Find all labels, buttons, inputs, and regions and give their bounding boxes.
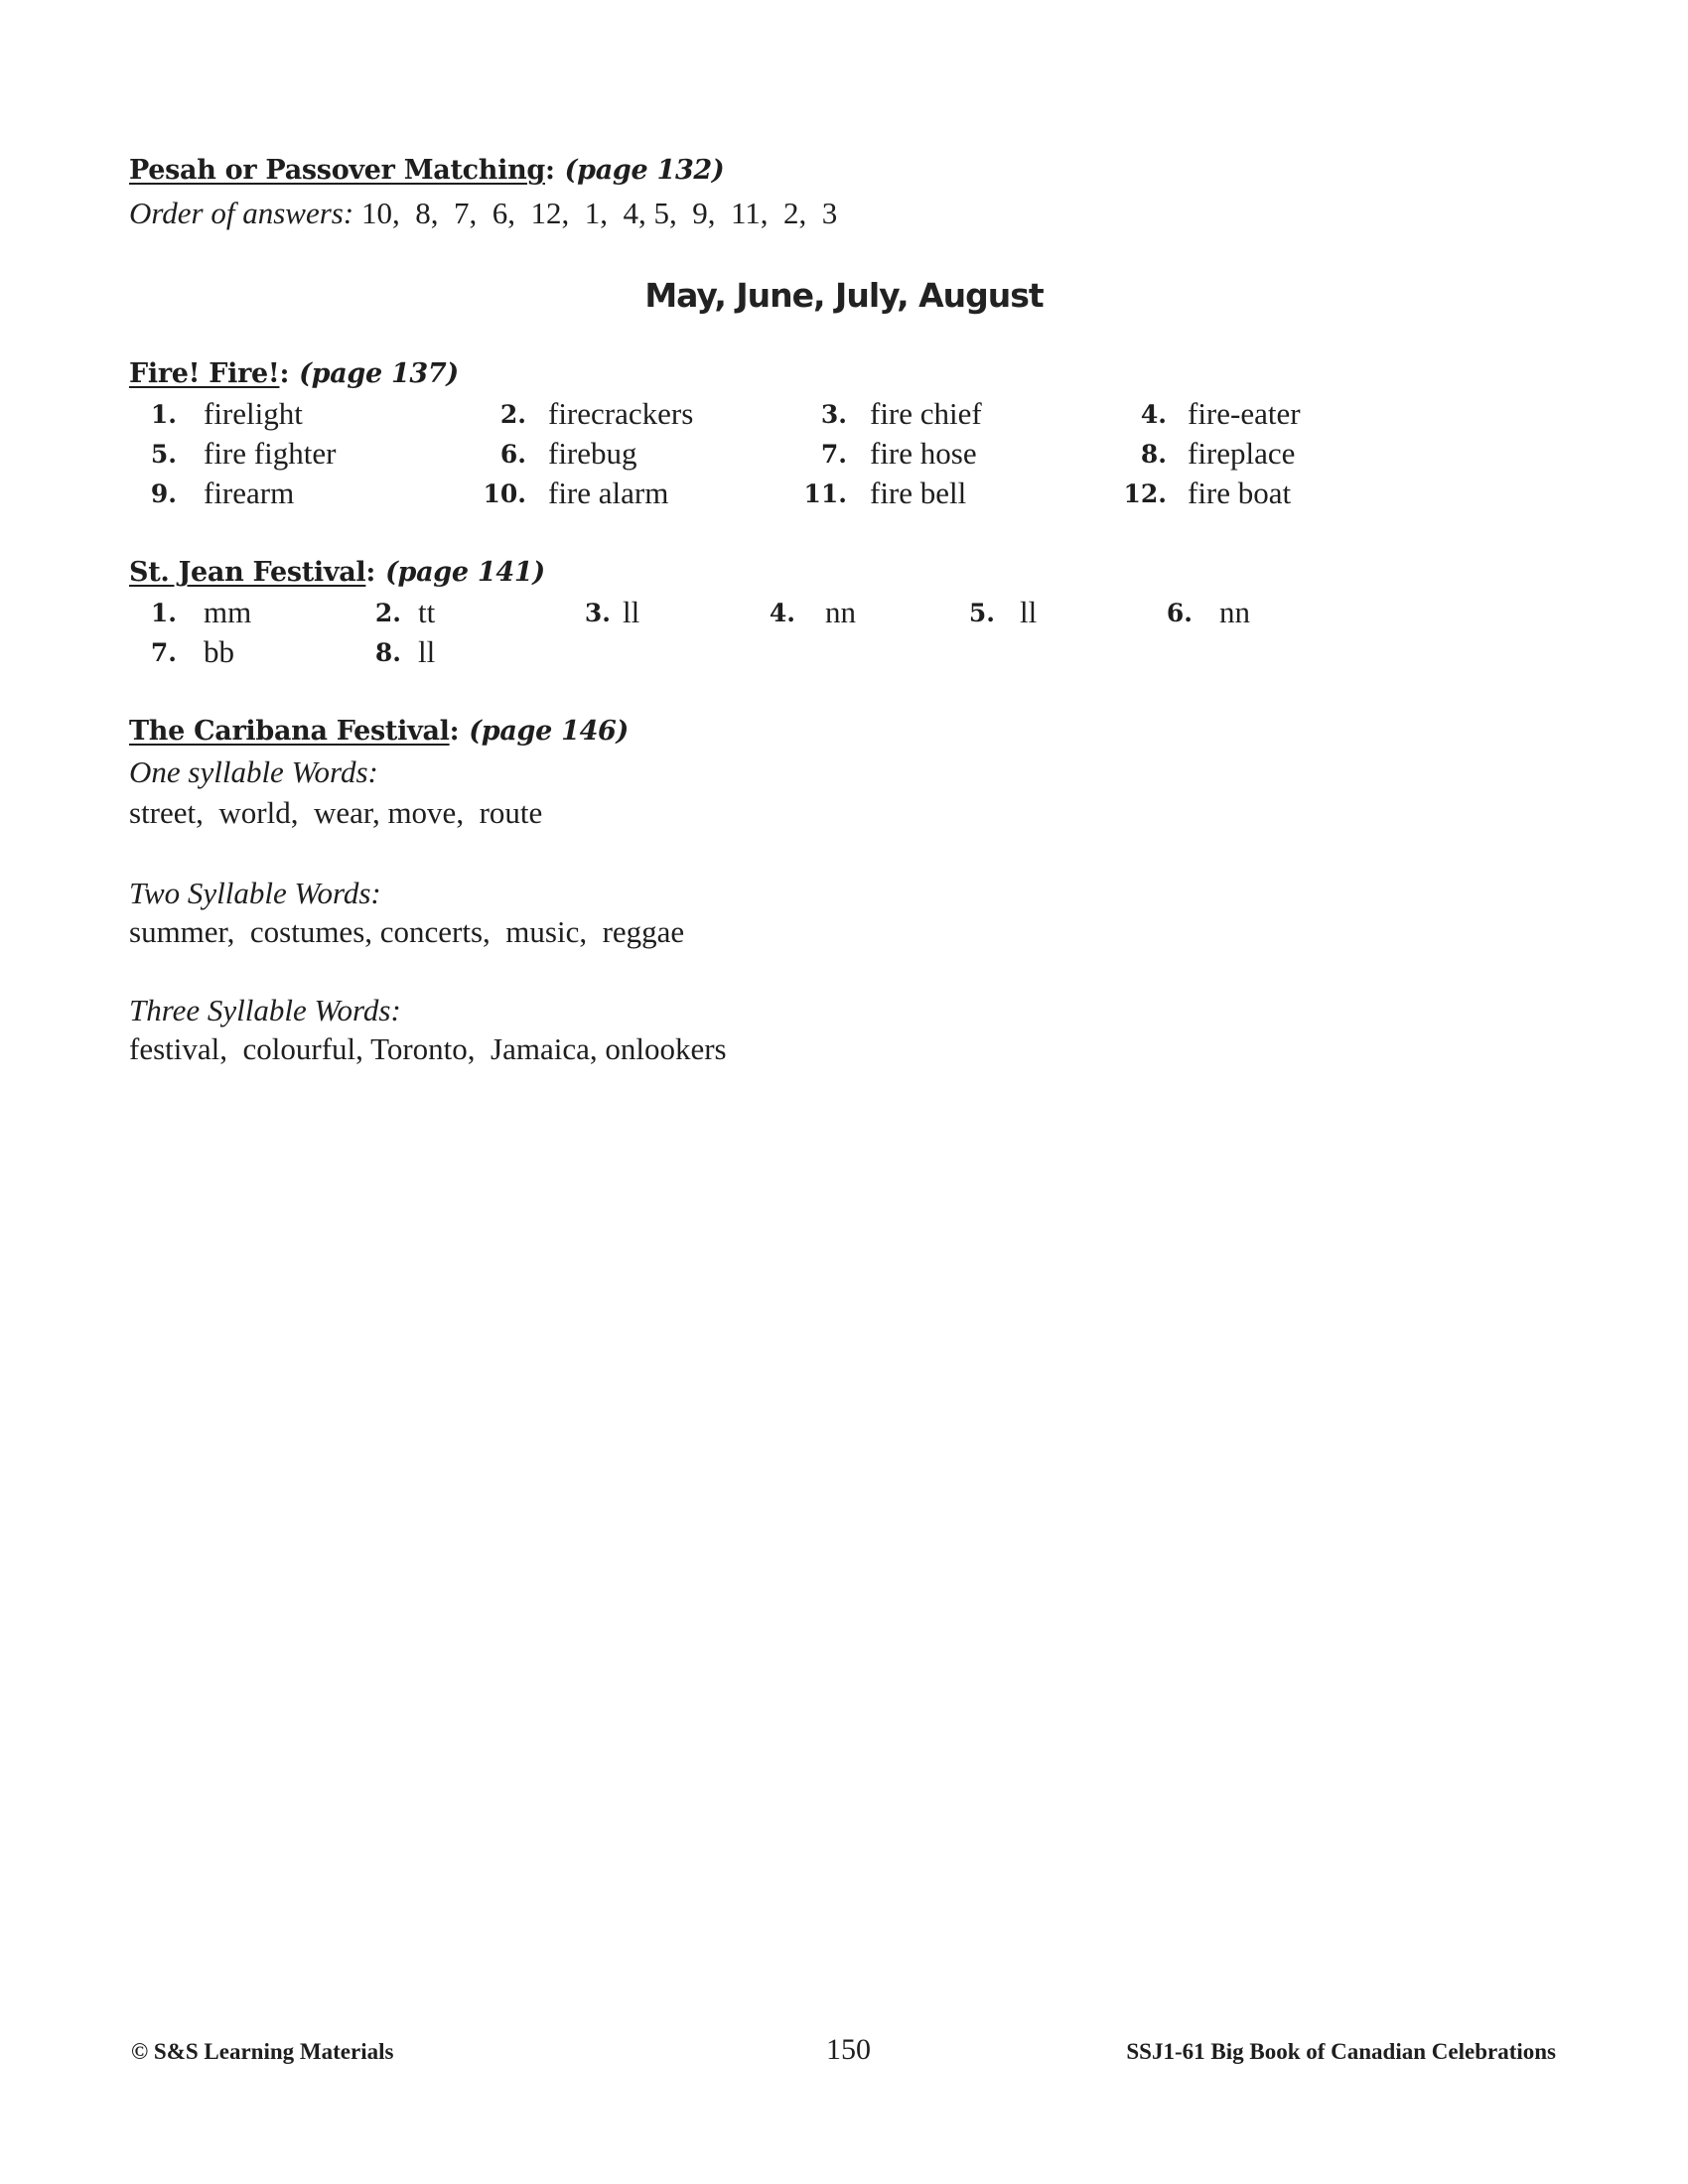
fire-word: fire-eater (1188, 396, 1301, 431)
pesah-title: Pesah or Passover Matching (129, 155, 545, 186)
caribana-page-ref: (page 146) (469, 716, 630, 747)
fire-page-ref: (page 137) (299, 358, 459, 389)
fire-heading (129, 354, 459, 394)
stjean-word: tt (418, 595, 436, 629)
stjean-word: nn (825, 595, 856, 629)
stjean-heading (129, 553, 545, 593)
stjean-num: 7. (150, 638, 177, 667)
caribana-group-label: Three Syllable Words: (129, 993, 401, 1027)
fire-word: fire bell (870, 476, 967, 510)
fire-num: 1. (150, 400, 177, 429)
pesah-answers: 10, 8, 7, 6, 12, 1, 4, 5, 9, 11, 2, 3 (360, 196, 838, 230)
fire-title: Fire! Fire! (129, 358, 280, 389)
fire-num: 3. (820, 400, 847, 429)
fire-num: 4. (1140, 400, 1167, 429)
stjean-num: 3. (584, 599, 611, 627)
fire-word: fire alarm (548, 476, 669, 510)
stjean-word: ll (418, 634, 436, 669)
fire-word: fire chief (870, 396, 982, 431)
fire-word: firelight (204, 396, 303, 431)
caribana-group-words: summer, costumes, concerts, music, reggae (129, 914, 685, 949)
fire-num: 12. (1123, 479, 1167, 508)
fire-word: firearm (204, 476, 295, 510)
pesah-colon: : (544, 155, 555, 186)
fire-num: 2. (499, 400, 526, 429)
pesah-page-ref: (page 132) (564, 155, 725, 186)
stjean-num: 2. (374, 599, 401, 627)
caribana-group-label: One syllable Words: (129, 754, 378, 789)
caribana-title: The Caribana Festival (129, 716, 450, 747)
caribana-group-words: festival, colourful, Toronto, Jamaica, onlookers (129, 1031, 727, 1066)
fire-num: 9. (150, 479, 177, 508)
stjean-colon: : (365, 557, 376, 588)
stjean-num: 6. (1166, 599, 1193, 627)
stjean-page-ref: (page 141) (385, 557, 545, 588)
fire-word: fire hose (870, 436, 977, 471)
fire-word: firecrackers (548, 396, 694, 431)
stjean-word: bb (204, 634, 234, 669)
pesah-answers-line (129, 194, 837, 233)
pesah-heading (129, 151, 724, 191)
fire-word: firebug (548, 436, 637, 471)
stjean-word: ll (623, 595, 640, 629)
caribana-group-words: street, world, wear, move, route (129, 795, 543, 830)
pesah-answers-label: Order of answers: (129, 196, 354, 230)
fire-num: 7. (820, 440, 847, 469)
fire-num: 6. (499, 440, 526, 469)
caribana-group-label: Two Syllable Words: (129, 876, 381, 910)
stjean-word: ll (1020, 595, 1038, 629)
stjean-num: 5. (968, 599, 995, 627)
footer-copyright: © S&S Learning Materials (131, 2039, 394, 2064)
fire-num: 11. (803, 479, 847, 508)
stjean-word: mm (204, 595, 252, 629)
fire-num: 10. (483, 479, 526, 508)
stjean-title: St. Jean Festival (129, 557, 366, 588)
fire-colon: : (279, 358, 290, 389)
fire-num: 8. (1140, 440, 1167, 469)
stjean-num: 8. (374, 638, 401, 667)
page-number: 150 (826, 2033, 871, 2066)
footer-book-title: SSJ1-61 Big Book of Canadian Celebrations (1126, 2039, 1556, 2064)
section-title: May, June, July, August (644, 276, 1044, 315)
fire-word: fire boat (1188, 476, 1292, 510)
fire-word: fire fighter (204, 436, 337, 471)
fire-num: 5. (150, 440, 177, 469)
stjean-num: 1. (150, 599, 177, 627)
caribana-colon: : (449, 716, 460, 747)
caribana-heading (129, 712, 629, 751)
fire-word: fireplace (1188, 436, 1296, 471)
stjean-num: 4. (769, 599, 795, 627)
stjean-word: nn (1219, 595, 1250, 629)
